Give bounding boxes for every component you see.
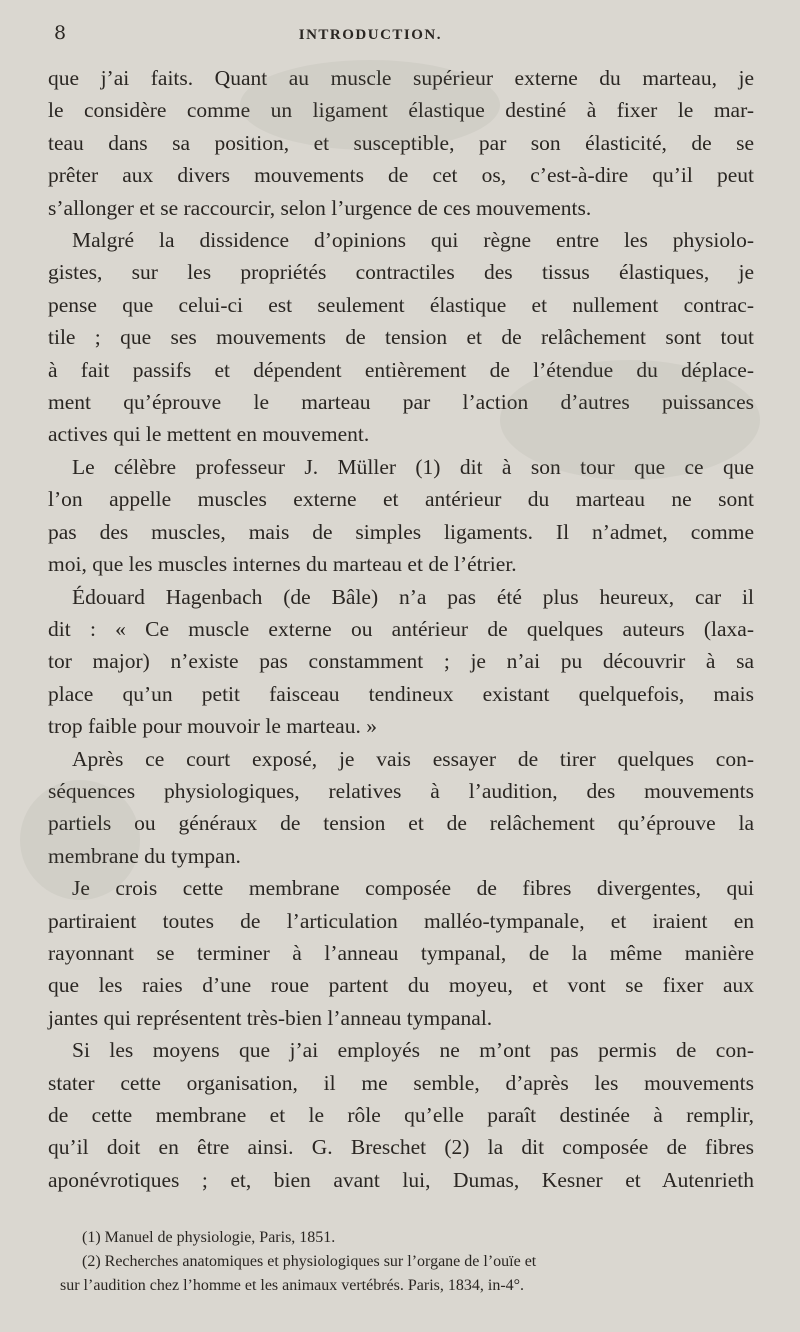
text-line: place qu’un petit faisceau tendineux existant quelquefois, mais [48, 681, 754, 706]
text-line: pas des muscles, mais de simples ligaments. Il n’admet, comme [48, 519, 754, 544]
text-line: rayonnant se terminer à l’anneau tympanal, de la même manière [48, 940, 754, 965]
text-line: l’on appelle muscles externe et antérieur du marteau ne sont [48, 487, 754, 512]
text-line: aponévrotiques ; et, bien avant lui, Dumas, Kesner et Autenrieth [48, 1167, 754, 1192]
footnotes [60, 1226, 754, 1298]
text-line: Je crois cette membrane composée de fibres divergentes, qui [72, 876, 754, 901]
text-line: ment qu’éprouve le marteau par l’action d’autres puissances [48, 390, 754, 415]
text-line: gistes, sur les propriétés contractiles des tissus élastiques, je [48, 260, 754, 285]
text-line: séquences physiologiques, relatives à l’audition, des mouvements [48, 778, 754, 803]
text-line: à fait passifs et dépendent entièrement de l’étendue du déplace- [48, 357, 754, 382]
page-number: 8 [54, 22, 67, 44]
text-line: prêter aux divers mouvements de cet os, c’est-à-dire qu’il peut [48, 163, 754, 188]
text-line: membrane du tympan. [48, 843, 241, 868]
text-line: qu’il doit en être ainsi. G. Breschet (2) la dit composée de fibres [48, 1135, 754, 1160]
page-header [48, 22, 754, 62]
running-title: INTRODUCTION. [298, 27, 442, 43]
text-line: que les raies d’une roue partent du moyeu, et vont se fixer aux [48, 973, 754, 998]
text-line: Édouard Hagenbach (de Bâle) n’a pas été plus heureux, car il [72, 584, 754, 609]
text-line: partiels ou généraux de tension et de relâchement qu’éprouve la [48, 811, 754, 836]
text-line: trop faible pour mouvoir le marteau. » [48, 714, 377, 739]
text-line: jantes qui représentent très-bien l’anneau tympanal. [48, 1005, 493, 1030]
text-line: tor major) n’existe pas constamment ; je n’ai pu découvrir à sa [48, 649, 754, 674]
footnote-line: (1) Manuel de physiologie, Paris, 1851. [82, 1229, 336, 1246]
text-line: moi, que les muscles internes du marteau et de l’étrier. [48, 552, 517, 577]
text-line: tile ; que ses mouvements de tension et de relâchement sont tout [48, 325, 754, 350]
text-line: partiraient toutes de l’articulation malléo-tympanale, et iraient en [48, 908, 754, 933]
footnote-line: sur l’audition chez l’homme et les animaux vertébrés. Paris, 1834, in-4°. [60, 1277, 525, 1294]
text-line: s’allonger et se raccourcir, selon l’urgence de ces mouvements. [48, 195, 592, 220]
text-line: que j’ai faits. Quant au muscle supérieur externe du marteau, je [48, 66, 754, 90]
text-line: Après ce court exposé, je vais essayer de tirer quelques con- [72, 746, 754, 771]
text-line: stater cette organisation, il me semble, d’après les mouvements [48, 1070, 754, 1095]
text-line: Le célèbre professeur J. Müller (1) dit à son tour que ce que [72, 454, 754, 479]
footnote-line: (2) Recherches anatomiques et physiologiques sur l’organe de l’ouïe et [82, 1253, 537, 1270]
text-line: actives qui le mettent en mouvement. [48, 422, 370, 447]
text-line: dit : « Ce muscle externe ou antérieur de quelques auteurs (laxa- [48, 616, 754, 641]
text-line: de cette membrane et le rôle qu’elle paraît destinée à remplir, [48, 1103, 754, 1127]
body-text [48, 62, 754, 1196]
text-line: le considère comme un ligament élastique destiné à fixer le mar- [48, 98, 754, 123]
text-line: Malgré la dissidence d’opinions qui règne entre les physiolo- [72, 228, 754, 253]
text-line: pense que celui-ci est seulement élastique et nullement contrac- [48, 292, 754, 317]
text-line: teau dans sa position, et susceptible, par son élasticité, de se [48, 130, 754, 155]
text-line: Si les moyens que j’ai employés ne m’ont pas permis de con- [72, 1038, 754, 1063]
